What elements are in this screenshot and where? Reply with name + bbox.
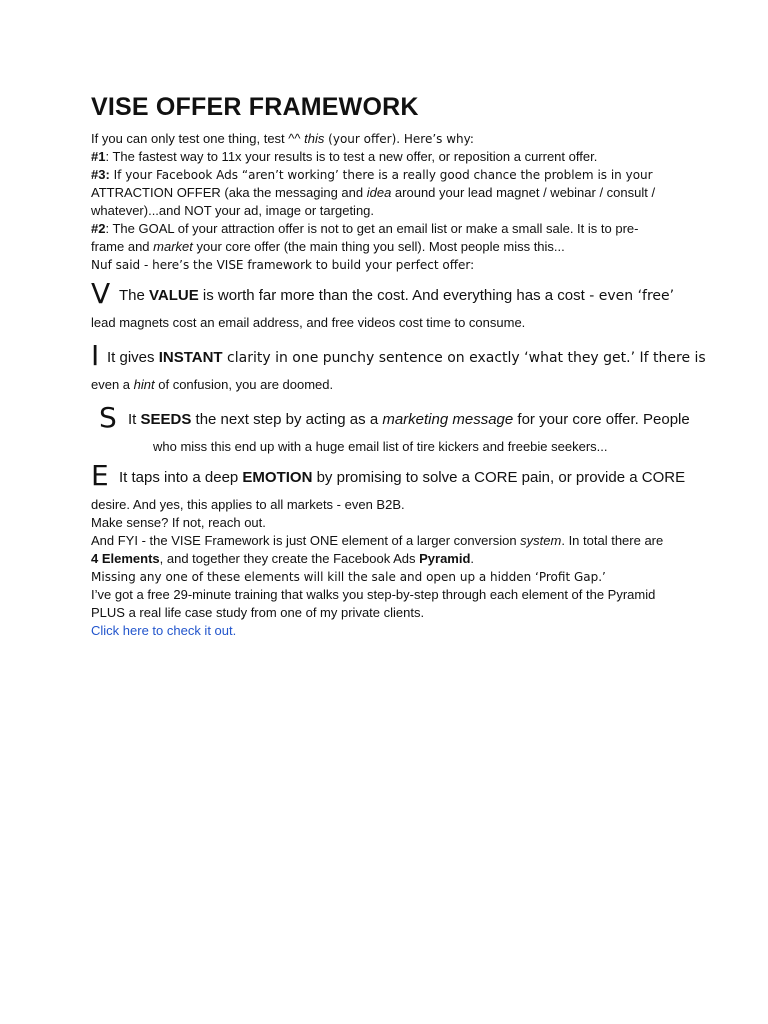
training-line-1: I’ve got a free 29-minute training that walks you step-by-step through each element of the Pyramid [91, 587, 656, 602]
fyi-line-1 [91, 532, 691, 550]
vise-v-cont: lead magnets cost an email address, and free videos cost time to consume. [91, 315, 526, 330]
intro-text-c: (your offer). Here’s why: [324, 132, 474, 146]
fyi-text-e: , and together they create the Facebook Ads [159, 551, 420, 566]
v-text-a: The [119, 287, 150, 304]
vise-s-lead [128, 410, 690, 430]
missing-text: Missing any one of these elements will kill the sale and open up a hidden ‘Profit Gap.’ [91, 570, 606, 584]
intro-text-a: If you can only test one thing, test ^^ [91, 131, 305, 146]
point-1-text: : The fastest way to 11x your results is to test a new offer, or reposition a current offer. [105, 149, 598, 164]
fyi-line-2 [91, 550, 691, 568]
point-2-line-2b: market [153, 239, 193, 254]
v-text-c: is worth far more than the cost. And everything has a cost [198, 287, 585, 304]
s-text-emphasis: marketing message [382, 411, 514, 428]
i-text-a: It gives [107, 349, 159, 366]
s-keyword: SEEDS [140, 411, 192, 428]
point-3-label: #3: [91, 167, 110, 182]
vise-letter-e: E [91, 459, 109, 492]
vise-letter-s: S [99, 401, 117, 434]
check-it-out-link[interactable]: Click here to check it out. [91, 623, 237, 638]
point-2-cont [91, 238, 691, 256]
s-text-e: for your core offer. People [513, 411, 690, 428]
vise-i-lead [107, 348, 706, 368]
point-1 [91, 148, 691, 166]
fyi-elements: 4 Elements [91, 551, 160, 566]
nuf-said-text: Nuf said - here’s the VISE framework to build your perfect offer: [91, 258, 475, 272]
point-3-line-1: If your Facebook Ads “aren’t working’ there is a really good chance the problem is in your [109, 168, 653, 182]
s-text-a: It [128, 411, 141, 428]
i-text-c: clarity in one punchy sentence on exactly ‘what they get.’ If there is [222, 350, 706, 366]
document-page [91, 92, 706, 640]
s-text-c: the next step by acting as a [191, 411, 383, 428]
vise-e-row [91, 459, 691, 494]
e-keyword: EMOTION [242, 469, 313, 486]
point-3-line-2c: around your lead magnet / webinar / consult / [391, 185, 656, 200]
fyi-pyramid: Pyramid [419, 551, 471, 566]
i-cont-emphasis: hint [133, 377, 155, 392]
e-text-c: by promising to solve a CORE pain, or provide a CORE [312, 469, 686, 486]
point-3-line-2a: ATTRACTION OFFER (aka the messaging and [91, 185, 367, 200]
vise-v-lead [119, 286, 674, 306]
intro-paragraph [91, 130, 691, 148]
i-cont-a: even a [91, 377, 134, 392]
point-2-line-2c: your core offer (the main thing you sell). Most people miss this... [192, 239, 565, 254]
vise-e-cont: desire. And yes, this applies to all markets - even B2B. [91, 497, 405, 512]
vise-v-row [91, 277, 691, 312]
vise-s-row [91, 401, 691, 436]
i-cont-c: of confusion, you are doomed. [154, 377, 334, 392]
vise-i-row [91, 339, 706, 374]
point-1-label: #1 [91, 149, 106, 164]
point-2-line-1: : The GOAL of your attraction offer is not to get an email list or make a small sale. It is to pre- [105, 221, 639, 236]
e-text-a: It taps into a deep [119, 469, 243, 486]
intro-text-emphasis: this [304, 131, 325, 146]
vise-letter-v: V [91, 277, 111, 310]
i-keyword: INSTANT [158, 349, 223, 366]
point-3-line-2b: idea [366, 185, 392, 200]
point-3-cont [91, 184, 691, 202]
v-keyword: VALUE [149, 287, 199, 304]
page-title: VISE OFFER FRAMEWORK [91, 93, 419, 121]
fyi-text-emphasis: system [520, 533, 562, 548]
training-line-2: PLUS a real life case study from one of my private clients. [91, 605, 425, 620]
make-sense-text: Make sense? If not, reach out. [91, 515, 266, 530]
vise-s-cont: who miss this end up with a huge email list of tire kickers and freebie seekers... [153, 439, 608, 454]
point-3-line-3: whatever)...and NOT your ad, image or targeting. [91, 203, 375, 218]
point-2 [91, 220, 691, 238]
v-text-d: - even ‘free’ [584, 288, 675, 304]
point-2-label: #2 [91, 221, 106, 236]
fyi-period: . [470, 551, 475, 566]
point-3 [91, 166, 691, 184]
fyi-text-c: . In total there are [561, 533, 664, 548]
fyi-text-a: And FYI - the VISE Framework is just ONE element of a larger conversion [91, 533, 521, 548]
point-2-line-2a: frame and [91, 239, 154, 254]
vise-e-lead [119, 468, 685, 488]
vise-i-cont [91, 376, 691, 394]
vise-letter-i: I [91, 339, 100, 372]
